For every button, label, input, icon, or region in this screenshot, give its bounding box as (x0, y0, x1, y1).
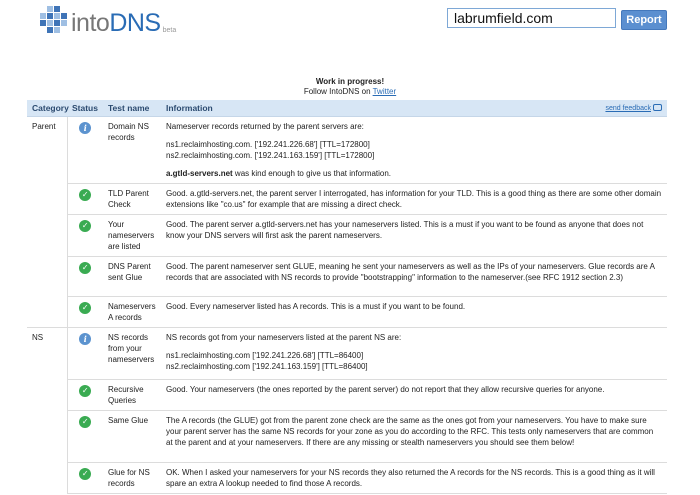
check-circle-icon: ✓ (79, 189, 91, 201)
category-ns: NS (27, 328, 67, 380)
check-circle-icon: ✓ (79, 262, 91, 274)
status-cell (67, 184, 103, 215)
check-circle-icon: ✓ (79, 220, 91, 232)
information-cell: Good. Your nameservers (the ones reported by the parent server) do not report that they allow recursive queries for anyone. (161, 380, 667, 411)
header-category: Category (27, 100, 67, 117)
information-cell: Good. The parent server a.gtld-servers.net has your nameservers listed. This is a must if you want to be found as anyone that does not know your DNS servers will first ask the parent nameservers. (161, 215, 667, 257)
status-cell (67, 297, 103, 328)
header (0, 0, 700, 60)
table-row (27, 463, 667, 494)
table-row (27, 411, 667, 463)
test-name: Your nameservers are listed (103, 215, 161, 257)
status-cell (67, 215, 103, 257)
test-name: TLD Parent Check (103, 184, 161, 215)
status-cell (67, 411, 103, 463)
notice (0, 77, 700, 97)
test-name: Glue for NS records (103, 463, 161, 494)
table-row (27, 257, 667, 297)
table-row (27, 117, 667, 184)
table-row (27, 297, 667, 328)
logo-text: intoDNS (71, 9, 161, 37)
category-parent: Parent (27, 117, 67, 184)
test-name: DNS Parent sent Glue (103, 257, 161, 297)
results-table (27, 100, 667, 494)
table-row (27, 184, 667, 215)
check-circle-icon: ✓ (79, 416, 91, 428)
test-name: NS records from your nameservers (103, 328, 161, 380)
test-name: Domain NS records (103, 117, 161, 184)
follow-line: Follow IntoDNS on Twitter (303, 87, 397, 96)
beta-label: beta (162, 27, 177, 34)
domain-input[interactable] (447, 8, 616, 28)
status-cell (67, 328, 103, 380)
table-row (27, 328, 667, 380)
info-circle-icon: i (79, 122, 91, 134)
work-in-progress-title: Work in progress! (315, 77, 385, 86)
check-circle-icon: ✓ (79, 385, 91, 397)
check-circle-icon: ✓ (79, 468, 91, 480)
table-header-row (27, 100, 667, 117)
table-row (27, 380, 667, 411)
information-cell: The A records (the GLUE) got from the parent zone check are the same as the ones got from your nameservers. You have to make sure your parent server has the same NS records for your zone as you do according to the RFC. This tests only nameservers that are common at the parent and at your nameservers. If there are any missing or stealth nameservers you should see them below! (161, 411, 667, 463)
status-cell (67, 257, 103, 297)
status-cell (67, 117, 103, 184)
check-circle-icon: ✓ (79, 302, 91, 314)
test-name: Nameservers A records (103, 297, 161, 328)
information-cell: Good. The parent nameserver sent GLUE, meaning he sent your nameservers as well as the IPs of your nameservers. Glue records are A records that are associated with NS records to provide "bootstrapping" information to the nameserver.(see RFC 1912 section 2.3) (161, 257, 667, 297)
speech-bubble-icon (653, 104, 662, 111)
logo-grid-icon (40, 6, 67, 33)
info-circle-icon: i (79, 333, 91, 345)
test-name: Recursive Queries (103, 380, 161, 411)
header-information: Information send feedback (161, 100, 667, 117)
information-cell: Good. a.gtld-servers.net, the parent server I interrogated, has information for your TLD. This is a good thing as there are some other domain extensions like "co.us" for example that are missing a direct check. (161, 184, 667, 215)
header-status: Status (67, 100, 103, 117)
report-button[interactable]: Report (621, 10, 667, 30)
information-cell: Good. Every nameserver listed has A records. This is a must if you want to be found. (161, 297, 667, 328)
status-cell (67, 463, 103, 494)
send-feedback-link[interactable]: send feedback (605, 103, 662, 114)
intodns-logo[interactable] (40, 6, 176, 36)
information-cell: Nameserver records returned by the parent servers are: ns1.reclaimhosting.com. ['192.241.226.68'] [TTL=172800] ns2.reclaimhosting.com. ['192.241.163.159'] [TTL=172800] a.gtld-servers.net was kind enough to give us that information. (161, 117, 667, 184)
header-test-name: Test name (103, 100, 161, 117)
table-row (27, 215, 667, 257)
information-cell: NS records got from your nameservers listed at the parent NS are: ns1.reclaimhosting.com ['192.241.226.68'] [TTL=86400] ns2.reclaimhosting.com ['192.241.163.159'] [TTL=86400] (161, 328, 667, 380)
twitter-link[interactable]: Twitter (372, 87, 397, 96)
test-name: Same Glue (103, 411, 161, 463)
information-cell: OK. When I asked your nameservers for your NS records they also returned the A records for the NS records. This is a good thing as it will spare an extra A lookup needed to find those A records. (161, 463, 667, 494)
status-cell (67, 380, 103, 411)
